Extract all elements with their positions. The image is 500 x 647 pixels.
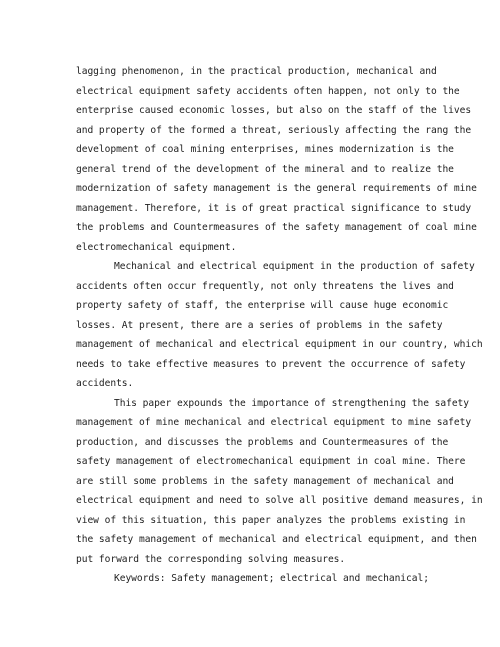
paragraph-p1 bbox=[76, 62, 477, 257]
text-line: electrical equipment and need to solve all positive demand measures, in bbox=[76, 495, 483, 506]
text-line: general trend of the development of the mineral and to realize the bbox=[76, 163, 454, 175]
text-line: lagging phenomenon, in the practical production, mechanical and bbox=[76, 66, 437, 77]
text-line: electromechanical equipment. bbox=[76, 241, 237, 253]
text-line: enterprise caused economic losses, but also on the staff of the lives bbox=[76, 105, 472, 116]
text-line: needs to take effective measures to prevent the occurrence of safety bbox=[76, 358, 466, 370]
body-text bbox=[76, 62, 483, 589]
text-line: management of mine mechanical and electrical equipment to mine safety bbox=[76, 417, 472, 428]
text-line: Mechanical and electrical equipment in the production of safety bbox=[114, 261, 475, 272]
paragraph-p3 bbox=[76, 394, 483, 570]
text-line: accidents. bbox=[76, 378, 134, 389]
text-line: production, and discusses the problems and Countermeasures of the bbox=[76, 436, 449, 448]
text-line: losses. At present, there are a series of problems in the safety bbox=[76, 319, 443, 331]
text-line: modernization of safety management is the general requirements of mine bbox=[76, 183, 477, 194]
text-line: property safety of staff, the enterprise will cause huge economic bbox=[76, 300, 449, 311]
text-line: are still some problems in the safety management of mechanical and bbox=[76, 475, 454, 487]
text-line: the safety management of mechanical and electrical equipment, and then bbox=[76, 534, 477, 545]
text-line: the problems and Countermeasures of the safety management of coal mine bbox=[76, 222, 477, 233]
paragraph-p4 bbox=[76, 569, 428, 589]
text-line: put forward the corresponding solving measures. bbox=[76, 553, 346, 565]
text-line: electrical equipment safety accidents often happen, not only to the bbox=[76, 85, 460, 97]
text-line: management of mechanical and electrical equipment in our country, which bbox=[76, 339, 483, 350]
text-line: development of coal mining enterprises, mines modernization is the bbox=[76, 144, 454, 155]
paragraph-p2 bbox=[76, 257, 483, 394]
text-line: management. Therefore, it is of great practical significance to study bbox=[76, 202, 472, 214]
text-line: Keywords: Safety management; electrical and mechanical; bbox=[114, 573, 429, 584]
text-line: view of this situation, this paper analyzes the problems existing in bbox=[76, 514, 466, 526]
text-line: accidents often occur frequently, not only threatens the lives and bbox=[76, 280, 454, 292]
text-line: safety management of electromechanical equipment in coal mine. There bbox=[76, 456, 466, 467]
text-line: This paper expounds the importance of strengthening the safety bbox=[114, 397, 470, 409]
text-line: and property of the formed a threat, seriously affecting the rang the bbox=[76, 124, 472, 136]
